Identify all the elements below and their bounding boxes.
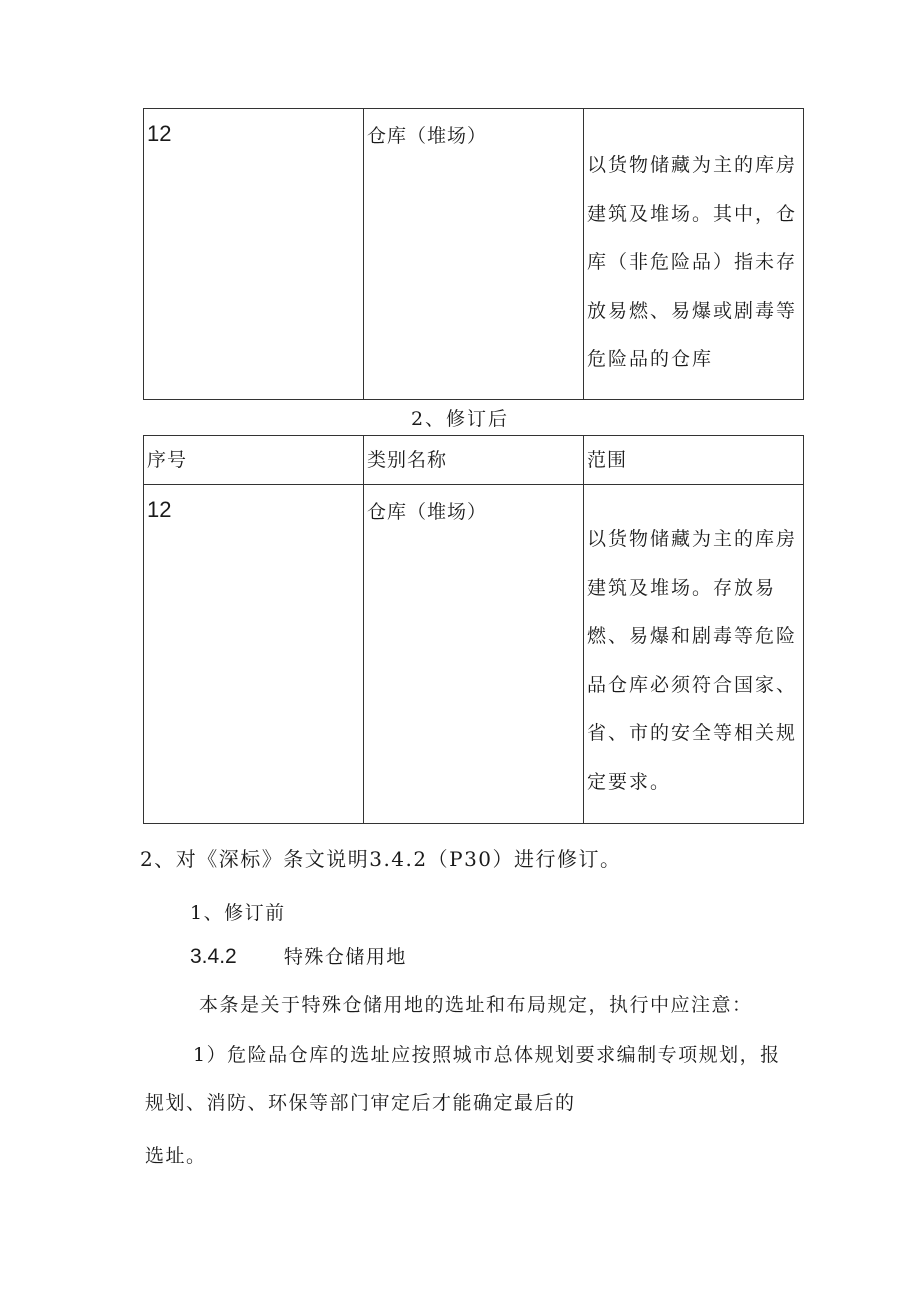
category-name: 仓库（堆场） [367,501,488,523]
intro-paragraph: 本条是关于特殊仓储用地的选址和布局规定，执行中应注意： [199,994,753,1016]
scope-text [584,109,803,384]
scope-line: 燃、易爆和剧毒等危险 [587,625,798,647]
cell-scope [584,485,804,824]
item-1-line-1: 1）危险品仓库的选址应按照城市总体规划要求编制专项规划，报 [193,1044,781,1066]
scope-line: 定要求。 [587,770,672,793]
table-after [143,435,804,824]
clause-heading [190,942,407,969]
table-before [143,108,804,400]
scope-line: 放易燃、易爆或剧毒等 [587,299,798,322]
clause-title: 特殊仓储用地 [283,946,407,968]
serial-number: 12 [147,497,172,522]
cell-category [364,109,584,400]
scope-line: 库（非危险品）指未存 [587,251,798,273]
cell-scope [584,109,804,400]
table-row [144,485,804,824]
item-1-line-3: 选址。 [145,1145,207,1167]
sub-heading-before: 1、修订前 [190,902,286,924]
table-header-row [144,436,804,485]
scope-line: 危险品的仓库 [587,348,714,370]
scope-line: 省、市的安全等相关规 [587,722,798,744]
item-1-line-2: 规划、消防、环保等部门审定后才能确定最后的 [145,1092,576,1114]
header-serial-label: 序号 [147,449,188,471]
clause-number: 3.4.2 [190,945,237,968]
header-serial [144,436,364,485]
scope-line: 建筑及堆场。存放易 [587,576,777,599]
scope-line: 建筑及堆场。其中，仓 [587,202,798,225]
cell-category [364,485,584,824]
table-row [144,109,804,400]
cell-serial [144,109,364,400]
scope-text [584,485,803,806]
cell-serial [144,485,364,824]
category-name: 仓库（堆场） [367,125,488,147]
header-category [364,436,584,485]
scope-line: 以货物储藏为主的库房 [587,154,798,176]
serial-number: 12 [147,121,172,146]
scope-line: 以货物储藏为主的库房 [587,528,798,550]
subtitle-after-revision: 2、修订后 [410,408,510,430]
header-scope [584,436,804,485]
header-scope-label: 范围 [587,449,628,471]
section-heading: 2、对《深标》条文说明3.4.2（P30）进行修订。 [140,847,622,871]
header-category-label: 类别名称 [367,449,448,471]
scope-line: 品仓库必须符合国家、 [587,673,798,696]
